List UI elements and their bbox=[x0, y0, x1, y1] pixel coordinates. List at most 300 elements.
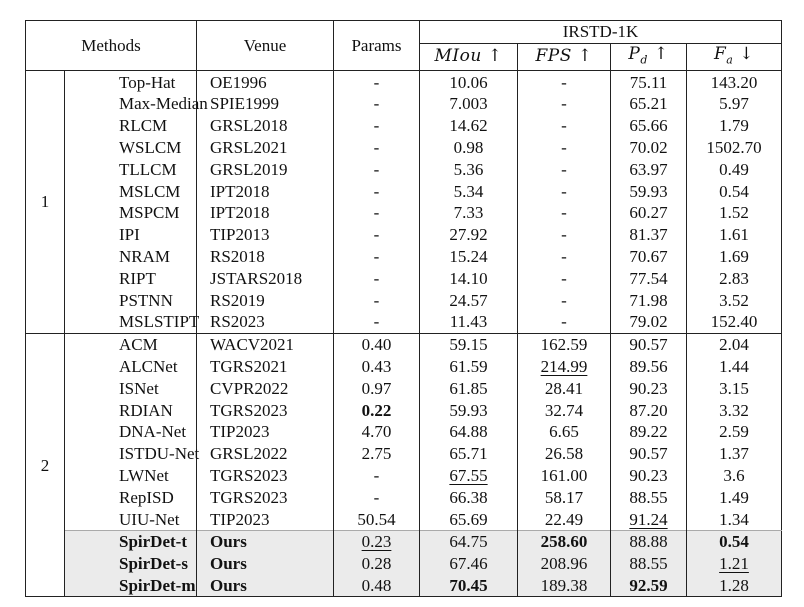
miou-cell bbox=[420, 377, 518, 399]
miou-cell bbox=[420, 137, 518, 159]
table-row bbox=[26, 465, 782, 487]
table-row bbox=[26, 421, 782, 443]
venue-cell bbox=[197, 377, 334, 399]
fa-cell bbox=[687, 377, 782, 399]
venue-value: TIP2013 bbox=[210, 225, 270, 245]
method-cell bbox=[65, 289, 197, 311]
miou-cell bbox=[420, 575, 518, 597]
params-value: - bbox=[373, 246, 380, 266]
fps-cell bbox=[518, 465, 611, 487]
fa-cell bbox=[687, 356, 782, 378]
pd-value: 70.67 bbox=[629, 246, 668, 266]
fps-value: 161.00 bbox=[540, 465, 588, 485]
method-cell bbox=[65, 553, 197, 575]
fa-value: 0.49 bbox=[719, 159, 749, 179]
venue-cell bbox=[197, 224, 334, 246]
params-value: 0.28 bbox=[361, 554, 392, 574]
miou-cell bbox=[420, 93, 518, 115]
fa-cell bbox=[687, 508, 782, 530]
params-cell bbox=[334, 356, 420, 378]
venue-cell bbox=[197, 399, 334, 421]
fps-cell bbox=[518, 399, 611, 421]
fps-cell bbox=[518, 508, 611, 530]
method-cell bbox=[65, 267, 197, 289]
params-cell bbox=[334, 377, 420, 399]
fa-cell bbox=[687, 553, 782, 575]
pd-value: 88.55 bbox=[629, 487, 668, 507]
venue-value: CVPR2022 bbox=[210, 378, 289, 398]
fps-value: - bbox=[561, 116, 567, 136]
venue-cell bbox=[197, 71, 334, 93]
params-value: - bbox=[373, 181, 380, 201]
table-row bbox=[26, 486, 782, 508]
pd-header: $P_d$ ↑ bbox=[611, 43, 687, 70]
fps-cell bbox=[518, 575, 611, 597]
pd-value: 79.02 bbox=[629, 312, 668, 332]
group-label: 2 bbox=[26, 333, 65, 597]
params-cell bbox=[334, 93, 420, 115]
fps-cell bbox=[518, 486, 611, 508]
fps-value: 22.49 bbox=[544, 509, 584, 529]
fa-cell bbox=[687, 421, 782, 443]
fa-value: 2.59 bbox=[719, 422, 749, 442]
method-cell bbox=[65, 93, 208, 115]
fps-value: - bbox=[561, 159, 567, 179]
method-cell bbox=[65, 508, 197, 530]
params-cell bbox=[334, 115, 420, 137]
miou-cell bbox=[420, 530, 518, 552]
miou-cell bbox=[420, 202, 518, 224]
method-value: RDIAN bbox=[119, 400, 173, 420]
table-row bbox=[26, 93, 782, 115]
method-cell bbox=[65, 575, 197, 597]
miou-cell bbox=[420, 115, 518, 137]
fa-value: 3.32 bbox=[719, 400, 749, 420]
pd-value: 81.37 bbox=[629, 225, 668, 245]
venue-cell bbox=[197, 180, 334, 202]
venue-value: Ours bbox=[210, 554, 247, 574]
miou-header: MIou ↑ bbox=[420, 43, 518, 70]
miou-value: 10.06 bbox=[449, 72, 488, 92]
fps-header: FPS ↑ bbox=[518, 43, 611, 70]
pd-cell bbox=[611, 224, 687, 246]
venue-cell bbox=[197, 508, 334, 530]
fps-cell bbox=[518, 158, 611, 180]
venue-cell bbox=[197, 115, 334, 137]
pd-cell bbox=[611, 575, 687, 597]
miou-cell bbox=[420, 158, 518, 180]
pd-value: 88.88 bbox=[629, 532, 668, 552]
fps-value: - bbox=[561, 203, 567, 223]
fps-value: - bbox=[561, 94, 567, 114]
fa-value: 1.37 bbox=[719, 444, 749, 464]
method-cell bbox=[65, 465, 197, 487]
table-row bbox=[26, 575, 782, 597]
venue-value: GRSL2022 bbox=[210, 444, 288, 464]
venue-value: JSTARS2018 bbox=[210, 268, 303, 288]
fa-value: 3.15 bbox=[719, 378, 749, 398]
params-value: 0.23 bbox=[361, 532, 392, 552]
venue-cell bbox=[197, 246, 334, 268]
pd-value: 90.23 bbox=[629, 378, 668, 398]
group-label: 1 bbox=[26, 71, 65, 334]
miou-cell bbox=[420, 289, 518, 311]
pd-value: 65.66 bbox=[629, 116, 668, 136]
method-value: DNA-Net bbox=[119, 422, 187, 442]
fps-cell bbox=[518, 289, 611, 311]
venue-value: GRSL2019 bbox=[210, 159, 288, 179]
fps-value: - bbox=[561, 268, 567, 288]
pd-cell bbox=[611, 267, 687, 289]
table-row bbox=[26, 158, 782, 180]
venue-value: RS2018 bbox=[210, 246, 265, 266]
fps-value: 214.99 bbox=[540, 356, 588, 376]
venue-cell bbox=[197, 421, 334, 443]
fps-cell bbox=[518, 530, 611, 552]
venue-cell bbox=[197, 443, 334, 465]
fps-cell bbox=[518, 137, 611, 159]
fps-value: 162.59 bbox=[540, 335, 588, 355]
fa-value: 1502.70 bbox=[706, 137, 762, 157]
fa-cell bbox=[687, 399, 782, 421]
method-cell bbox=[65, 443, 200, 465]
fa-cell bbox=[687, 180, 782, 202]
method-value: Max-Median bbox=[119, 94, 208, 114]
pd-cell bbox=[611, 530, 687, 552]
venue-value: OE1996 bbox=[210, 72, 267, 92]
pd-value: 77.54 bbox=[629, 268, 668, 288]
fps-cell bbox=[518, 356, 611, 378]
table-row bbox=[26, 71, 782, 93]
params-cell bbox=[334, 289, 420, 311]
miou-value: 61.85 bbox=[449, 378, 488, 398]
params-cell bbox=[334, 575, 420, 597]
pd-cell bbox=[611, 465, 687, 487]
pd-value: 89.22 bbox=[629, 422, 668, 442]
miou-cell bbox=[420, 267, 518, 289]
fps-cell bbox=[518, 443, 611, 465]
method-value: LWNet bbox=[119, 465, 169, 485]
method-cell bbox=[65, 530, 197, 552]
pd-cell bbox=[611, 553, 687, 575]
pd-cell bbox=[611, 246, 687, 268]
fa-cell bbox=[687, 224, 782, 246]
fa-value: 1.44 bbox=[719, 356, 749, 376]
table-row bbox=[26, 267, 782, 289]
pd-value: 75.11 bbox=[629, 72, 668, 92]
pd-value: 91.24 bbox=[629, 509, 668, 529]
miou-value: 5.36 bbox=[453, 159, 484, 179]
method-value: MSLCM bbox=[119, 181, 181, 201]
params-value: - bbox=[373, 72, 380, 92]
table-row bbox=[26, 224, 782, 246]
miou-value: 59.15 bbox=[449, 335, 488, 355]
pd-cell bbox=[611, 356, 687, 378]
fps-cell bbox=[518, 71, 611, 93]
params-value: - bbox=[373, 290, 380, 310]
venue-value: Ours bbox=[210, 532, 247, 552]
table-row bbox=[26, 356, 782, 378]
pd-value: 90.57 bbox=[629, 335, 668, 355]
venue-value: IPT2018 bbox=[210, 181, 270, 201]
table-row bbox=[26, 443, 782, 465]
params-value: 0.40 bbox=[361, 335, 392, 355]
venue-cell bbox=[197, 93, 334, 115]
venue-value: IPT2018 bbox=[210, 203, 270, 223]
miou-value: 27.92 bbox=[449, 225, 488, 245]
method-value: RepISD bbox=[119, 487, 174, 507]
miou-value: 5.34 bbox=[453, 181, 484, 201]
table-row bbox=[26, 202, 782, 224]
venue-value: TIP2023 bbox=[210, 422, 270, 442]
fa-cell bbox=[687, 333, 782, 355]
fa-cell bbox=[687, 443, 782, 465]
method-value: Top-Hat bbox=[119, 72, 176, 92]
fa-value: 5.97 bbox=[719, 94, 749, 114]
fps-cell bbox=[518, 115, 611, 137]
pd-value: 71.98 bbox=[629, 290, 668, 310]
pd-cell bbox=[611, 311, 687, 333]
method-cell bbox=[65, 486, 197, 508]
pd-value: 89.56 bbox=[629, 356, 668, 376]
pd-cell bbox=[611, 377, 687, 399]
params-value: - bbox=[373, 225, 380, 245]
table-row bbox=[26, 399, 782, 421]
params-value: - bbox=[373, 487, 380, 507]
pd-cell bbox=[611, 399, 687, 421]
venue-cell bbox=[197, 356, 334, 378]
fps-cell bbox=[518, 202, 611, 224]
params-value: - bbox=[373, 268, 380, 288]
params-value: - bbox=[373, 137, 380, 157]
miou-cell bbox=[420, 356, 518, 378]
params-value: 0.97 bbox=[361, 378, 392, 398]
fa-cell bbox=[687, 158, 782, 180]
method-cell bbox=[65, 421, 197, 443]
miou-value: 70.45 bbox=[449, 575, 488, 595]
venue-cell bbox=[197, 202, 334, 224]
venue-header: Venue bbox=[197, 21, 334, 71]
fa-value: 143.20 bbox=[710, 72, 758, 92]
miou-cell bbox=[420, 333, 518, 355]
venue-value: GRSL2021 bbox=[210, 137, 288, 157]
venue-cell bbox=[197, 289, 334, 311]
fa-value: 1.34 bbox=[719, 509, 749, 529]
params-cell bbox=[334, 443, 420, 465]
method-value: ISNet bbox=[119, 378, 159, 398]
method-value: SpirDet-m bbox=[119, 575, 196, 595]
fps-value: 258.60 bbox=[540, 532, 588, 552]
fps-value: 32.74 bbox=[544, 400, 584, 420]
params-cell bbox=[334, 71, 420, 93]
venue-value: WACV2021 bbox=[210, 335, 295, 355]
method-value: UIU-Net bbox=[119, 509, 180, 529]
fa-value: 1.49 bbox=[719, 487, 749, 507]
venue-cell bbox=[197, 311, 334, 333]
fa-value: 2.04 bbox=[719, 335, 749, 355]
fps-cell bbox=[518, 553, 611, 575]
method-value: PSTNN bbox=[119, 290, 173, 310]
methods-header: Methods bbox=[26, 21, 197, 71]
method-cell bbox=[65, 224, 197, 246]
fps-value: 26.58 bbox=[544, 444, 584, 464]
params-cell bbox=[334, 486, 420, 508]
fa-header: $F_a$ ↓ bbox=[687, 43, 782, 70]
fa-value: 3.52 bbox=[719, 290, 749, 310]
params-value: 2.75 bbox=[361, 444, 392, 464]
method-cell bbox=[65, 71, 197, 93]
miou-value: 66.38 bbox=[449, 487, 488, 507]
params-cell bbox=[334, 465, 420, 487]
table-row bbox=[26, 508, 782, 530]
fa-cell bbox=[687, 202, 782, 224]
fps-cell bbox=[518, 246, 611, 268]
venue-cell bbox=[197, 530, 334, 552]
method-cell bbox=[65, 399, 197, 421]
pd-cell bbox=[611, 486, 687, 508]
pd-value: 92.59 bbox=[629, 575, 668, 595]
params-value: 50.54 bbox=[357, 509, 396, 529]
pd-cell bbox=[611, 180, 687, 202]
fps-cell bbox=[518, 311, 611, 333]
params-value: 0.22 bbox=[361, 400, 392, 420]
fps-value: - bbox=[561, 72, 567, 92]
pd-value: 65.21 bbox=[629, 94, 668, 114]
table-row bbox=[26, 553, 782, 575]
pd-cell bbox=[611, 71, 687, 93]
venue-value: TIP2023 bbox=[210, 509, 270, 529]
miou-cell bbox=[420, 421, 518, 443]
method-value: MSLSTIPT bbox=[119, 312, 200, 332]
table-row bbox=[26, 333, 782, 355]
fps-value: 28.41 bbox=[544, 378, 584, 398]
venue-cell bbox=[197, 486, 334, 508]
params-cell bbox=[334, 333, 420, 355]
table-row bbox=[26, 246, 782, 268]
method-value: ACM bbox=[119, 335, 158, 355]
pd-value: 90.23 bbox=[629, 465, 668, 485]
params-value: - bbox=[373, 94, 380, 114]
fa-value: 0.54 bbox=[719, 532, 749, 552]
method-value: ALCNet bbox=[119, 356, 178, 376]
venue-value: RS2019 bbox=[210, 290, 265, 310]
params-cell bbox=[334, 508, 420, 530]
fa-value: 2.83 bbox=[719, 268, 749, 288]
fa-value: 1.28 bbox=[719, 575, 749, 595]
fa-cell bbox=[687, 530, 782, 552]
miou-cell bbox=[420, 311, 518, 333]
miou-cell bbox=[420, 71, 518, 93]
table-row bbox=[26, 289, 782, 311]
venue-cell bbox=[197, 465, 334, 487]
fps-cell bbox=[518, 333, 611, 355]
params-cell bbox=[334, 158, 420, 180]
miou-value: 61.59 bbox=[449, 356, 488, 376]
miou-value: 0.98 bbox=[453, 137, 484, 157]
pd-value: 59.93 bbox=[629, 181, 668, 201]
fps-value: - bbox=[561, 312, 567, 332]
params-header: Params bbox=[334, 21, 420, 71]
pd-value: 88.55 bbox=[629, 554, 668, 574]
fps-cell bbox=[518, 377, 611, 399]
table-body bbox=[26, 71, 782, 597]
miou-value: 64.75 bbox=[449, 532, 488, 552]
pd-value: 87.20 bbox=[629, 400, 668, 420]
params-value: 0.43 bbox=[361, 356, 392, 376]
miou-value: 7.003 bbox=[449, 94, 488, 114]
fps-value: - bbox=[561, 137, 567, 157]
method-value: TLLCM bbox=[119, 159, 177, 179]
venue-value: GRSL2018 bbox=[210, 116, 288, 136]
fps-cell bbox=[518, 180, 611, 202]
params-cell bbox=[334, 530, 420, 552]
venue-cell bbox=[197, 575, 334, 597]
method-value: SpirDet-t bbox=[119, 532, 187, 552]
method-value: ISTDU-Net bbox=[119, 444, 200, 464]
method-value: SpirDet-s bbox=[119, 554, 188, 574]
venue-value: TGRS2023 bbox=[210, 465, 288, 485]
miou-value: 64.88 bbox=[449, 422, 488, 442]
pd-value: 70.02 bbox=[629, 137, 668, 157]
table-row bbox=[26, 115, 782, 137]
miou-value: 24.57 bbox=[449, 290, 488, 310]
fa-cell bbox=[687, 137, 782, 159]
params-cell bbox=[334, 267, 420, 289]
pd-cell bbox=[611, 333, 687, 355]
miou-cell bbox=[420, 443, 518, 465]
miou-value: 59.93 bbox=[449, 400, 488, 420]
fa-cell bbox=[687, 575, 782, 597]
params-value: - bbox=[373, 312, 380, 332]
pd-value: 63.97 bbox=[629, 159, 668, 179]
params-cell bbox=[334, 399, 420, 421]
pd-cell bbox=[611, 289, 687, 311]
venue-value: TGRS2021 bbox=[210, 356, 288, 376]
venue-value: TGRS2023 bbox=[210, 400, 288, 420]
fps-value: - bbox=[561, 225, 567, 245]
fa-cell bbox=[687, 246, 782, 268]
fa-value: 1.52 bbox=[719, 203, 749, 223]
params-value: 0.48 bbox=[361, 575, 392, 595]
table-row bbox=[26, 137, 782, 159]
params-value: - bbox=[373, 159, 380, 179]
fa-cell bbox=[687, 115, 782, 137]
params-cell bbox=[334, 553, 420, 575]
venue-value: TGRS2023 bbox=[210, 487, 288, 507]
venue-value: Ours bbox=[210, 575, 247, 595]
method-value: WSLCM bbox=[119, 137, 182, 157]
method-value: NRAM bbox=[119, 246, 171, 266]
method-cell bbox=[65, 333, 197, 355]
method-value: RLCM bbox=[119, 116, 168, 136]
fa-cell bbox=[687, 71, 782, 93]
dataset-header: IRSTD-1K bbox=[420, 21, 782, 44]
table-row bbox=[26, 180, 782, 202]
params-value: - bbox=[373, 116, 380, 136]
miou-value: 14.10 bbox=[449, 268, 488, 288]
venue-value: SPIE1999 bbox=[210, 94, 279, 114]
fps-cell bbox=[518, 93, 611, 115]
miou-value: 7.33 bbox=[453, 203, 484, 223]
venue-cell bbox=[197, 158, 334, 180]
miou-value: 65.71 bbox=[449, 444, 488, 464]
fps-value: 208.96 bbox=[540, 554, 588, 574]
fa-cell bbox=[687, 267, 782, 289]
miou-cell bbox=[420, 486, 518, 508]
results-table bbox=[25, 20, 782, 597]
venue-cell bbox=[197, 137, 334, 159]
method-cell bbox=[65, 158, 197, 180]
